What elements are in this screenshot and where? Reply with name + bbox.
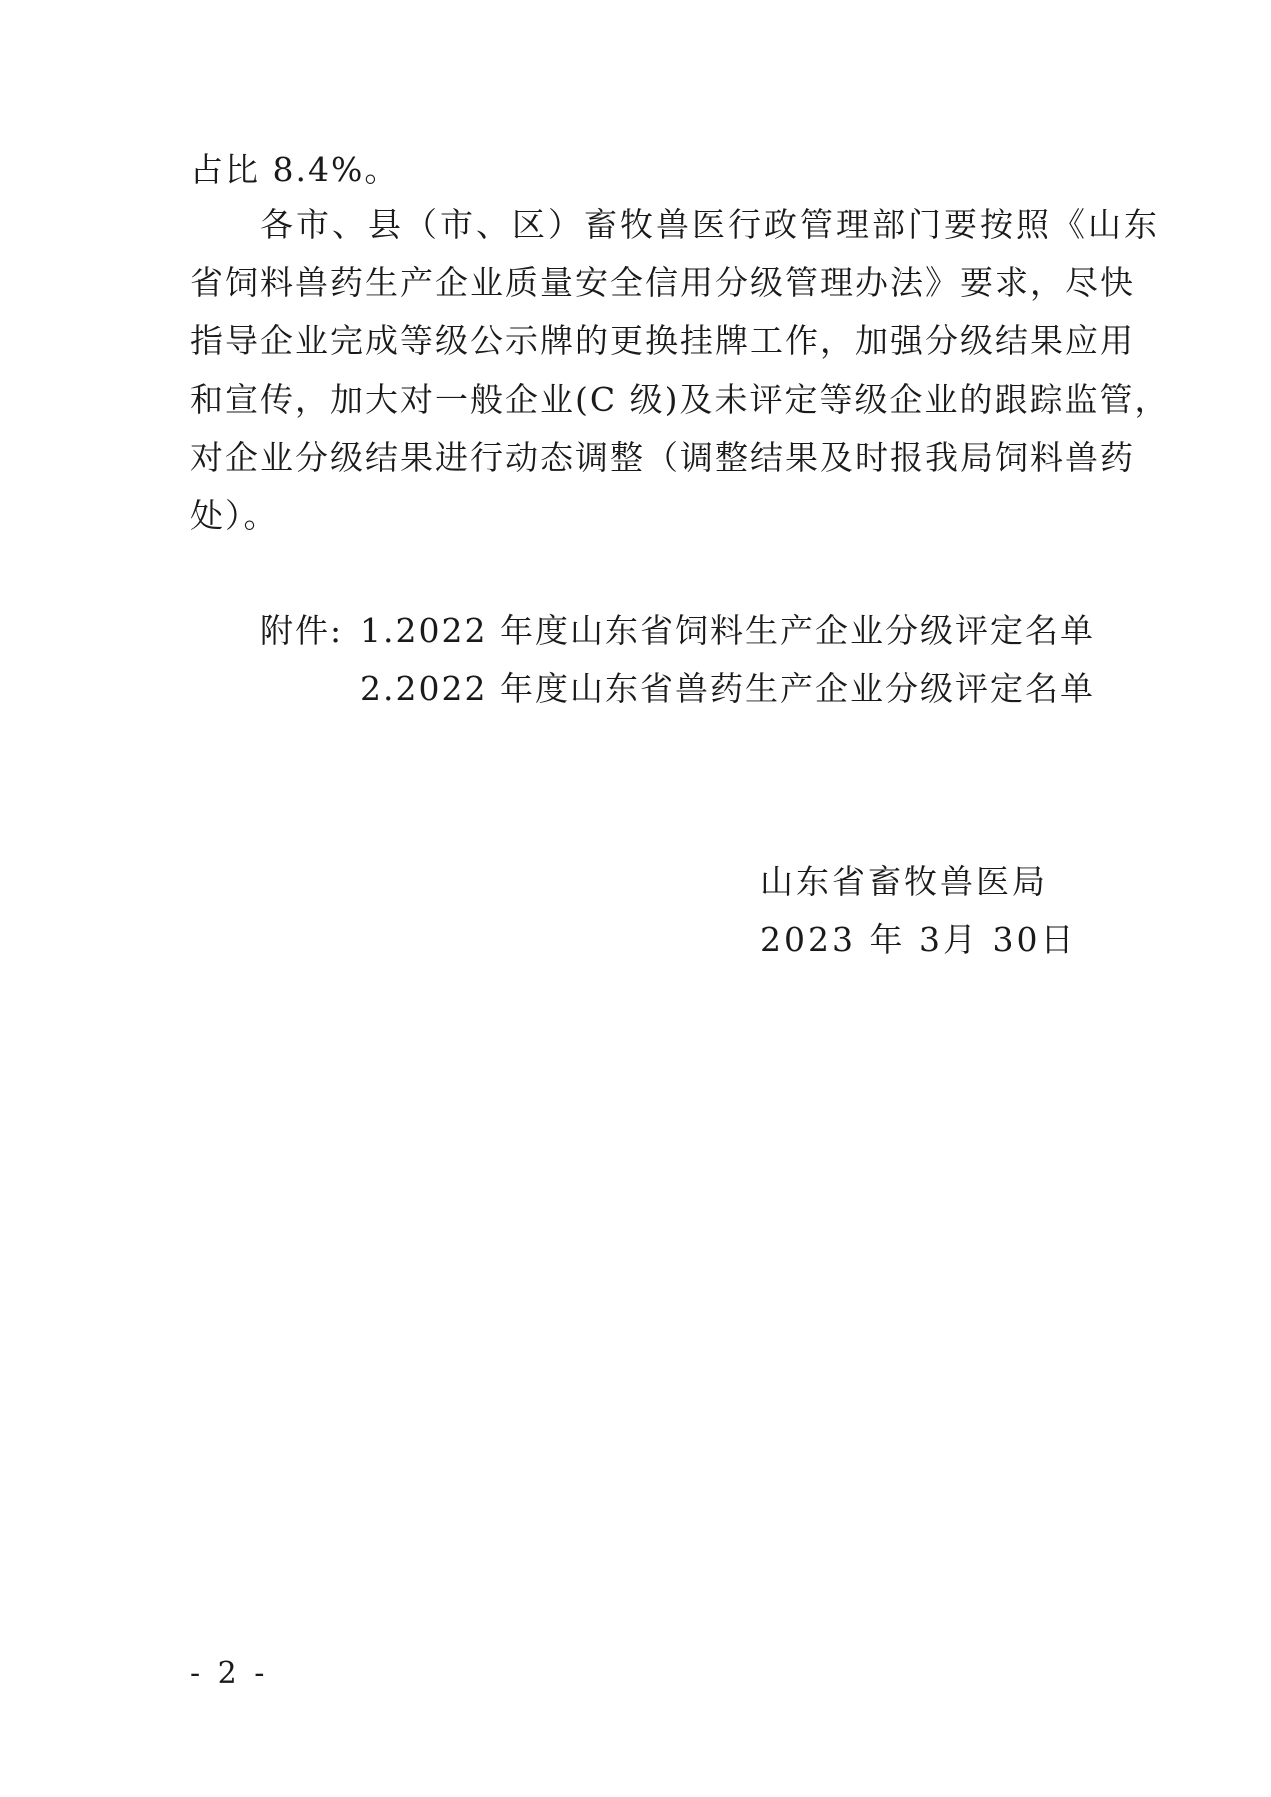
page-number: - 2 - [190, 1656, 269, 1691]
attachment-item-2: 2.2022 年度山东省兽药生产企业分级评定名单 [360, 669, 1095, 708]
signature-date: 2023 年 3月 30日 [760, 920, 1077, 959]
paragraph-tail: 占比 8.4%。 [190, 150, 400, 189]
attachments-label: 附件: [260, 611, 344, 650]
paragraph-line-5: 对企业分级结果进行动态调整（调整结果及时报我局饲料兽药 [190, 438, 1135, 477]
paragraph-line-3: 指导企业完成等级公示牌的更换挂牌工作，加强分级结果应用 [190, 321, 1135, 360]
paragraph-line-4: 和宣传，加大对一般企业(C 级)及未评定等级企业的跟踪监管， [190, 380, 1170, 419]
attachment-item-1: 1.2022 年度山东省饲料生产企业分级评定名单 [360, 611, 1095, 650]
signature-organization: 山东省畜牧兽医局 [760, 862, 1048, 901]
paragraph-line-1: 各市、县（市、区）畜牧兽医行政管理部门要按照《山东 [260, 205, 1160, 244]
paragraph-line-6: 处）。 [190, 496, 279, 535]
paragraph-line-2: 省饲料兽药生产企业质量安全信用分级管理办法》要求，尽快 [190, 263, 1135, 302]
